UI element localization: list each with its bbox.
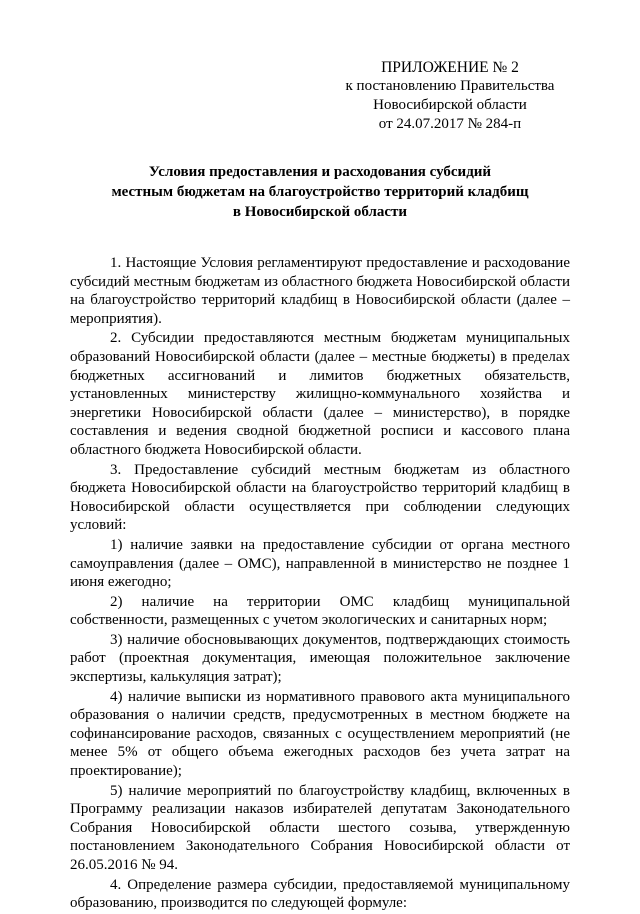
appendix-header (330, 58, 570, 134)
appendix-line: Новосибирской области (373, 97, 527, 113)
paragraph-2: 2. Субсидии предоставляются местным бюджетам муниципальных образований Новосибирской области (далее – местные бюджеты) в пределах бюджетных ассигнований и лимитов бюджетных обязательств, установленных министерству жилищно-коммунального хозяйства и энергетики Новосибирской области (далее – министерство), в порядке составления и ведения сводной бюджетной росписи и кассового плана областного бюджета Новосибирской области. (70, 330, 570, 458)
appendix-title: ПРИЛОЖЕНИЕ № 2 (381, 59, 519, 76)
condition-1: 1) наличие заявки на предоставление субсидии от органа местного самоуправления (далее – ОМС), направленной в министерство не позднее 1 июня ежегодно; (70, 536, 570, 591)
condition-5: 5) наличие мероприятий по благоустройству кладбищ, включенных в Программу реализации наказов избирателей депутатам Законодательного Собрания Новосибирской области шестого созыва, утвержденную постановлением Законодательного Собрания Новосибирской области от 26.05.2016 № 94. (70, 782, 570, 873)
document-title (70, 162, 570, 222)
title-line: местным бюджетам на благоустройство территорий кладбищ (111, 184, 529, 200)
paragraph-4: 4. Определение размера субсидии, предоставляемой муниципальному образованию, производится по следующей формуле: (70, 876, 570, 912)
condition-4: 4) наличие выписки из нормативного правового акта муниципального образования о наличии средств, предусмотренных в местном бюджете на софинансирование расходов, связанных с осуществлением мероприятий (не менее 5% от общего объема ежегодных расходов без учета затрат на проектирование); (70, 688, 570, 780)
paragraph-3: 3. Предоставление субсидий местным бюджетам из областного бюджета Новосибирской области на благоустройство территорий кладбищ в Новосибирской области осуществляется при соблюдении следующих условий: (70, 461, 570, 534)
document-body (70, 254, 570, 914)
condition-2: 2) наличие на территории ОМС кладбищ муниципальной собственности, размещенных с учетом экологических и санитарных норм; (70, 593, 570, 629)
appendix-date-number: от 24.07.2017 № 284-п (378, 116, 522, 132)
appendix-line: к постановлению Правительства (345, 78, 555, 94)
title-line: Условия предоставления и расходования субсидий (148, 164, 492, 180)
condition-3: 3) наличие обосновывающих документов, подтверждающих стоимость работ (проектная документация, имеющая положительное заключение экспертизы, калькуляция затрат); (70, 631, 570, 686)
title-line: в Новосибирской области (232, 204, 408, 220)
paragraph-1: 1. Настоящие Условия регламентируют предоставление и расходование субсидий местным бюджетам из областного бюджета Новосибирской области на благоустройство территорий кладбищ в Новосибирской области (далее – мероприятия). (70, 255, 570, 327)
